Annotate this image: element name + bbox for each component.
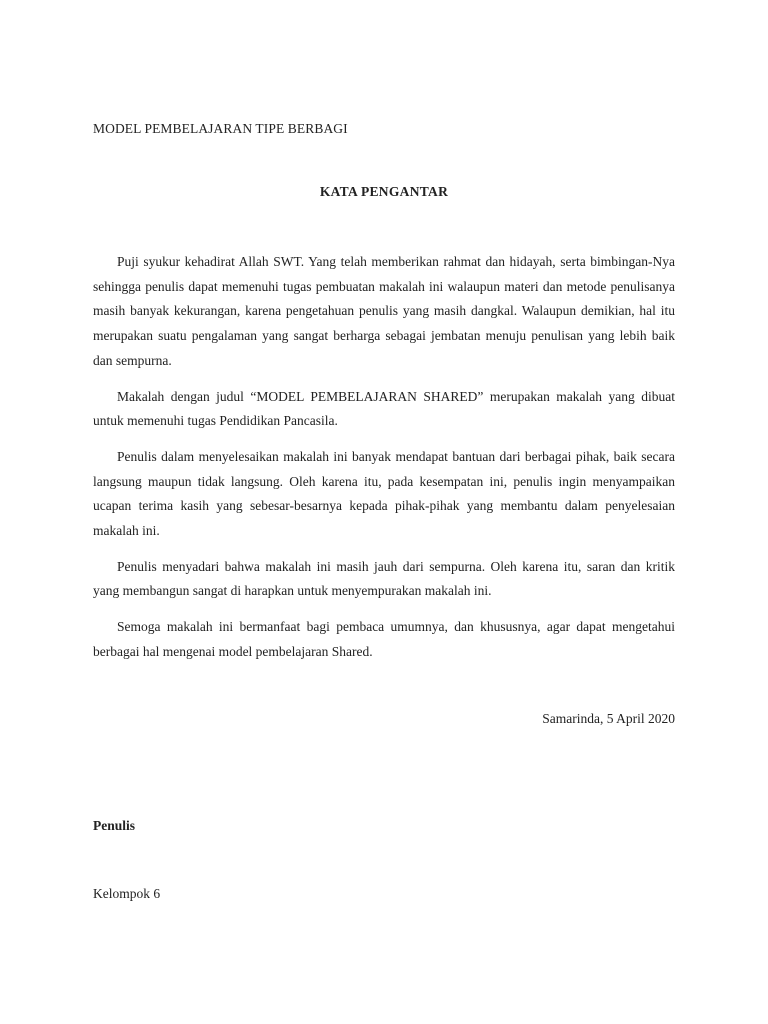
author-label: Penulis: [93, 818, 136, 833]
place-date: Samarinda, 5 April 2020: [542, 711, 675, 726]
page-title: KATA PENGANTAR: [319, 184, 449, 199]
paragraph-3: Penulis dalam menyelesaikan makalah ini banyak mendapat bantuan dari berbagai pihak, baik secara langsung maupun tidak langsung. Oleh karena itu, pada kesempatan ini, penulis ingin menyampaikan ucapan terima kasih yang sebesar-besarnya kepada pihak-pihak yang membantu dalam penyelesaian makalah ini.: [93, 448, 675, 539]
body-text: [93, 250, 675, 676]
document-heading: MODEL PEMBELAJARAN TIPE BERBAGI: [93, 121, 348, 136]
paragraph-2: Makalah dengan judul “MODEL PEMBELAJARAN SHARED” merupakan makalah yang dibuat untuk memenuhi tugas Pendidikan Pancasila.: [93, 388, 675, 429]
paragraph-1: Puji syukur kehadirat Allah SWT. Yang telah memberikan rahmat dan hidayah, serta bimbingan-Nya sehingga penulis dapat memenuhi tugas pembuatan makalah ini walaupun materi dan metode penulisanya masih banyak kekurangan, karena pengetahuan penulis yang masih dangkal. Walaupun demikian, hal itu merupakan suatu pengalaman yang sangat berharga sebagai jembatan menuju penulisan yang lebih baik dan sempurna.: [93, 254, 675, 368]
paragraph-4: Penulis menyadari bahwa makalah ini masih jauh dari sempurna. Oleh karena itu, saran dan kritik yang membangun sangat di harapkan untuk menyempurakan makalah ini.: [93, 558, 675, 599]
group-name: Kelompok 6: [93, 886, 161, 901]
paragraph-5: Semoga makalah ini bermanfaat bagi pembaca umumnya, dan khususnya, agar dapat mengetahui berbagai hal mengenai model pembelajaran Shared.: [93, 619, 675, 659]
